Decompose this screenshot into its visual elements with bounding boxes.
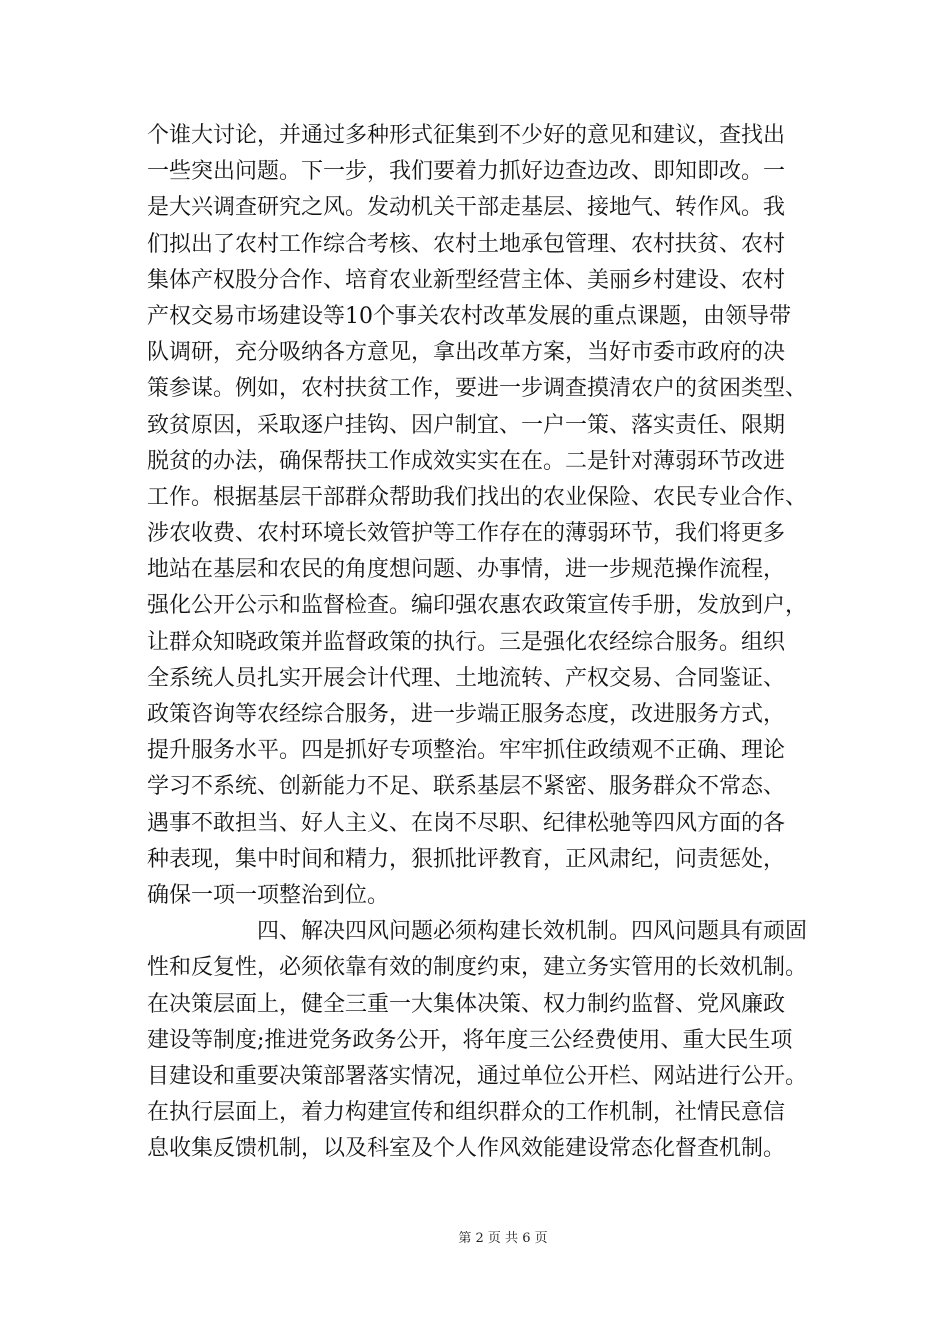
text-line: 们拟出了农村工作综合考核、农村土地承包管理、农村扶贫、农村 [147,231,786,257]
text-line: 强化公开公示和监督检查。编印强农惠农政策宣传手册，发放到户， [147,593,808,619]
text-line: 提升服务水平。四是抓好专项整治。牢牢抓住政绩观不正确、理论 [147,738,786,764]
text-line: 政策咨询等农经综合服务，进一步端正服务态度，改进服务方式， [147,702,786,727]
text-line: 一些突出问题。下一步，我们要着力抓好边查边改、即知即改。一 [147,159,786,185]
text-line: 工作。根据基层干部群众帮助我们找出的农业保险、农民专业合作、 [147,484,808,510]
text-line: 涉农收费、农村环境长效管护等工作存在的薄弱环节，我们将更多 [147,521,786,547]
text-line: 致贫原因，采取逐户挂钩、因户制宜、一户一策、落实责任、限期 [147,412,786,438]
text-line: 个谁大讨论，并通过多种形式征集到不少好的意见和建议，查找出 [147,123,786,148]
text-line: 目建设和重要决策部署落实情况，通过单位公开栏、网站进行公开。 [147,1063,808,1089]
text-line: 让群众知晓政策并监督政策的执行。三是强化农经综合服务。组织 [147,629,786,655]
page-number-footer: 第 2 页 共 6 页 [458,1231,548,1246]
text-line: 集体产权股分合作、培育农业新型经营主体、美丽乡村建设、农村 [147,267,786,293]
body-text [147,118,823,1167]
text-line: 在执行层面上，着力构建宣传和组织群众的工作机制，社情民意信 [147,1100,786,1126]
text-line: 是大兴调查研究之风。发动机关干部走基层、接地气、转作风。我 [147,195,786,221]
text-line: 种表现，集中时间和精力，狠抓批评教育，正风肃纪，问责惩处， [147,846,786,872]
text-line: 产权交易市场建设等10个事关农村改革发展的重点课题，由领导带 [147,303,791,329]
text-line: 性和反复性，必须依靠有效的制度约束，建立务实管用的长效机制。 [147,955,808,981]
text-line: 学习不系统、创新能力不足、联系基层不紧密、服务群众不常态、 [147,774,786,800]
text-line: 息收集反馈机制，以及科室及个人作风效能建设常态化督查机制。 [147,1136,786,1162]
text-line: 确保一项一项整治到位。 [147,882,390,908]
text-line: 队调研，充分吸纳各方意见，拿出改革方案，当好市委市政府的决 [147,340,786,366]
text-line: 遇事不敢担当、好人主义、在岗不尽职、纪律松驰等四风方面的各 [147,810,786,836]
text-line: 全系统人员扎实开展会计代理、土地流转、产权交易、合同鉴证、 [147,665,786,691]
text-line: 在决策层面上，健全三重一大集体决策、权力制约监督、党风廉政 [147,991,786,1017]
text-line: 建设等制度;推进党务政务公开，将年度三公经费使用、重大民生项 [147,1027,793,1053]
paragraph-start-line: 四、解决四风问题必须构建长效机制。四风问题具有顽固 [257,919,808,945]
text-line: 策参谋。例如，农村扶贫工作，要进一步调查摸清农户的贫困类型、 [147,376,808,402]
text-line: 地站在基层和农民的角度想问题、办事情，进一步规范操作流程， [147,557,786,583]
text-line: 脱贫的办法，确保帮扶工作成效实实在在。二是针对薄弱环节改进 [147,448,786,474]
